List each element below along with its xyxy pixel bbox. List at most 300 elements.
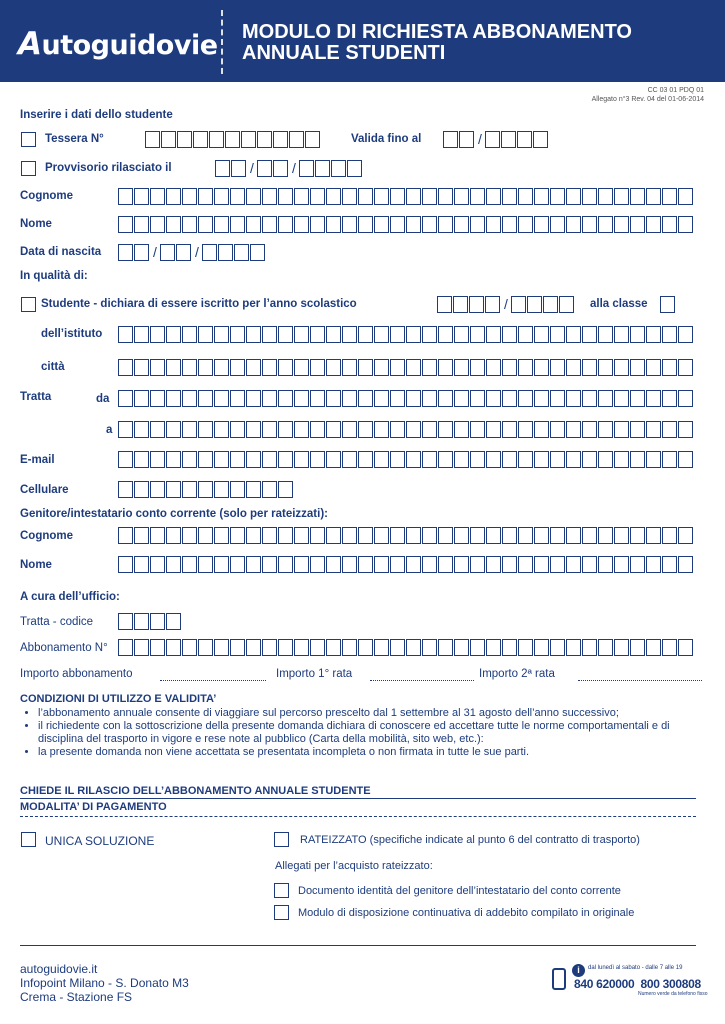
char-box[interactable] bbox=[422, 359, 437, 376]
char-box[interactable] bbox=[598, 216, 613, 233]
char-box[interactable] bbox=[134, 556, 149, 573]
char-box[interactable] bbox=[342, 527, 357, 544]
char-box[interactable] bbox=[678, 326, 693, 343]
char-box[interactable] bbox=[501, 131, 516, 148]
char-box[interactable] bbox=[278, 216, 293, 233]
char-box[interactable] bbox=[118, 421, 133, 438]
char-box[interactable] bbox=[347, 160, 362, 177]
char-box[interactable] bbox=[278, 359, 293, 376]
char-box[interactable] bbox=[118, 359, 133, 376]
char-box[interactable] bbox=[134, 527, 149, 544]
char-box[interactable] bbox=[118, 556, 133, 573]
char-box[interactable] bbox=[246, 527, 261, 544]
char-box[interactable] bbox=[278, 188, 293, 205]
char-box[interactable] bbox=[470, 421, 485, 438]
tratta-a-boxes[interactable] bbox=[118, 421, 694, 438]
char-box[interactable] bbox=[406, 359, 421, 376]
char-box[interactable] bbox=[582, 527, 597, 544]
char-box[interactable] bbox=[534, 556, 549, 573]
char-box[interactable] bbox=[422, 421, 437, 438]
char-box[interactable] bbox=[214, 421, 229, 438]
char-box[interactable] bbox=[566, 421, 581, 438]
char-box[interactable] bbox=[182, 481, 197, 498]
char-box[interactable] bbox=[294, 421, 309, 438]
char-box[interactable] bbox=[246, 326, 261, 343]
char-box[interactable] bbox=[502, 527, 517, 544]
char-box[interactable] bbox=[214, 556, 229, 573]
char-box[interactable] bbox=[678, 527, 693, 544]
char-box[interactable] bbox=[305, 131, 320, 148]
nascita-date-boxes[interactable] bbox=[118, 244, 266, 261]
char-box[interactable] bbox=[598, 639, 613, 656]
char-box[interactable] bbox=[299, 160, 314, 177]
char-box[interactable] bbox=[438, 390, 453, 407]
char-box[interactable] bbox=[230, 639, 245, 656]
char-box[interactable] bbox=[422, 216, 437, 233]
char-box[interactable] bbox=[566, 527, 581, 544]
char-box[interactable] bbox=[646, 390, 661, 407]
char-box[interactable] bbox=[214, 639, 229, 656]
char-box[interactable] bbox=[231, 160, 246, 177]
char-box[interactable] bbox=[453, 296, 468, 313]
char-box[interactable] bbox=[485, 296, 500, 313]
email-boxes[interactable] bbox=[118, 451, 694, 468]
char-box[interactable] bbox=[214, 527, 229, 544]
char-box[interactable] bbox=[678, 188, 693, 205]
char-box[interactable] bbox=[406, 527, 421, 544]
char-box[interactable] bbox=[614, 390, 629, 407]
char-box[interactable] bbox=[182, 359, 197, 376]
istituto-boxes[interactable] bbox=[118, 326, 694, 343]
char-box[interactable] bbox=[646, 451, 661, 468]
char-box[interactable] bbox=[630, 451, 645, 468]
char-box[interactable] bbox=[486, 390, 501, 407]
char-box[interactable] bbox=[646, 639, 661, 656]
char-box[interactable] bbox=[486, 556, 501, 573]
char-box[interactable] bbox=[438, 527, 453, 544]
char-box[interactable] bbox=[598, 421, 613, 438]
char-box[interactable] bbox=[278, 527, 293, 544]
importo-abbonamento-line[interactable] bbox=[160, 680, 266, 681]
char-box[interactable] bbox=[598, 188, 613, 205]
char-box[interactable] bbox=[550, 639, 565, 656]
char-box[interactable] bbox=[230, 451, 245, 468]
char-box[interactable] bbox=[214, 481, 229, 498]
char-box[interactable] bbox=[534, 390, 549, 407]
char-box[interactable] bbox=[646, 188, 661, 205]
char-box[interactable] bbox=[294, 188, 309, 205]
tessera-number-boxes[interactable] bbox=[145, 131, 321, 148]
char-box[interactable] bbox=[454, 451, 469, 468]
char-box[interactable] bbox=[166, 451, 181, 468]
char-box[interactable] bbox=[437, 296, 452, 313]
char-box[interactable] bbox=[459, 131, 474, 148]
char-box[interactable] bbox=[134, 359, 149, 376]
char-box[interactable] bbox=[502, 639, 517, 656]
char-box[interactable] bbox=[182, 556, 197, 573]
char-box[interactable] bbox=[230, 556, 245, 573]
char-box[interactable] bbox=[118, 481, 133, 498]
char-box[interactable] bbox=[662, 359, 677, 376]
char-box[interactable] bbox=[198, 326, 213, 343]
char-box[interactable] bbox=[294, 326, 309, 343]
char-box[interactable] bbox=[422, 639, 437, 656]
char-box[interactable] bbox=[134, 390, 149, 407]
char-box[interactable] bbox=[406, 216, 421, 233]
tratta-codice-boxes[interactable] bbox=[118, 613, 182, 630]
char-box[interactable] bbox=[518, 216, 533, 233]
char-box[interactable] bbox=[646, 556, 661, 573]
char-box[interactable] bbox=[246, 556, 261, 573]
char-box[interactable] bbox=[134, 481, 149, 498]
char-box[interactable] bbox=[485, 131, 500, 148]
char-box[interactable] bbox=[246, 421, 261, 438]
char-box[interactable] bbox=[166, 421, 181, 438]
char-box[interactable] bbox=[257, 160, 272, 177]
char-box[interactable] bbox=[630, 359, 645, 376]
char-box[interactable] bbox=[566, 188, 581, 205]
char-box[interactable] bbox=[550, 451, 565, 468]
char-box[interactable] bbox=[134, 188, 149, 205]
char-box[interactable] bbox=[230, 216, 245, 233]
char-box[interactable] bbox=[502, 326, 517, 343]
char-box[interactable] bbox=[262, 188, 277, 205]
char-box[interactable] bbox=[326, 639, 341, 656]
char-box[interactable] bbox=[678, 639, 693, 656]
char-box[interactable] bbox=[262, 527, 277, 544]
provvisorio-date-boxes[interactable] bbox=[215, 160, 363, 177]
char-box[interactable] bbox=[678, 216, 693, 233]
char-box[interactable] bbox=[406, 421, 421, 438]
char-box[interactable] bbox=[486, 188, 501, 205]
char-box[interactable] bbox=[310, 326, 325, 343]
char-box[interactable] bbox=[469, 296, 484, 313]
char-box[interactable] bbox=[406, 188, 421, 205]
char-box[interactable] bbox=[518, 390, 533, 407]
char-box[interactable] bbox=[326, 359, 341, 376]
char-box[interactable] bbox=[582, 639, 597, 656]
char-box[interactable] bbox=[310, 390, 325, 407]
char-box[interactable] bbox=[662, 216, 677, 233]
char-box[interactable] bbox=[550, 359, 565, 376]
char-box[interactable] bbox=[630, 326, 645, 343]
char-box[interactable] bbox=[454, 421, 469, 438]
char-box[interactable] bbox=[438, 359, 453, 376]
abbonamento-number-boxes[interactable] bbox=[118, 639, 694, 656]
char-box[interactable] bbox=[454, 326, 469, 343]
char-box[interactable] bbox=[630, 556, 645, 573]
doc-identita-checkbox[interactable] bbox=[274, 883, 289, 898]
guardian-cognome-boxes[interactable] bbox=[118, 527, 694, 544]
char-box[interactable] bbox=[150, 216, 165, 233]
char-box[interactable] bbox=[310, 216, 325, 233]
char-box[interactable] bbox=[198, 188, 213, 205]
char-box[interactable] bbox=[150, 639, 165, 656]
char-box[interactable] bbox=[118, 244, 133, 261]
char-box[interactable] bbox=[566, 639, 581, 656]
studente-checkbox[interactable] bbox=[21, 297, 36, 312]
char-box[interactable] bbox=[246, 188, 261, 205]
char-box[interactable] bbox=[166, 481, 181, 498]
char-box[interactable] bbox=[390, 527, 405, 544]
char-box[interactable] bbox=[614, 421, 629, 438]
char-box[interactable] bbox=[390, 216, 405, 233]
char-box[interactable] bbox=[358, 639, 373, 656]
char-box[interactable] bbox=[390, 639, 405, 656]
char-box[interactable] bbox=[118, 613, 133, 630]
char-box[interactable] bbox=[246, 359, 261, 376]
char-box[interactable] bbox=[390, 556, 405, 573]
char-box[interactable] bbox=[374, 390, 389, 407]
char-box[interactable] bbox=[230, 481, 245, 498]
char-box[interactable] bbox=[678, 556, 693, 573]
char-box[interactable] bbox=[150, 421, 165, 438]
char-box[interactable] bbox=[182, 639, 197, 656]
char-box[interactable] bbox=[150, 390, 165, 407]
char-box[interactable] bbox=[566, 216, 581, 233]
char-box[interactable] bbox=[182, 188, 197, 205]
char-box[interactable] bbox=[166, 359, 181, 376]
char-box[interactable] bbox=[566, 556, 581, 573]
char-box[interactable] bbox=[534, 451, 549, 468]
char-box[interactable] bbox=[646, 326, 661, 343]
char-box[interactable] bbox=[550, 326, 565, 343]
char-box[interactable] bbox=[262, 326, 277, 343]
char-box[interactable] bbox=[502, 421, 517, 438]
char-box[interactable] bbox=[534, 359, 549, 376]
char-box[interactable] bbox=[470, 326, 485, 343]
char-box[interactable] bbox=[166, 613, 181, 630]
char-box[interactable] bbox=[118, 451, 133, 468]
char-box[interactable] bbox=[134, 613, 149, 630]
char-box[interactable] bbox=[662, 639, 677, 656]
char-box[interactable] bbox=[614, 188, 629, 205]
char-box[interactable] bbox=[614, 451, 629, 468]
char-box[interactable] bbox=[294, 527, 309, 544]
char-box[interactable] bbox=[422, 527, 437, 544]
importo-rata2-line[interactable] bbox=[578, 680, 702, 681]
char-box[interactable] bbox=[662, 188, 677, 205]
char-box[interactable] bbox=[326, 188, 341, 205]
char-box[interactable] bbox=[550, 556, 565, 573]
char-box[interactable] bbox=[598, 451, 613, 468]
char-box[interactable] bbox=[134, 216, 149, 233]
char-box[interactable] bbox=[326, 527, 341, 544]
char-box[interactable] bbox=[230, 326, 245, 343]
char-box[interactable] bbox=[630, 188, 645, 205]
char-box[interactable] bbox=[502, 556, 517, 573]
char-box[interactable] bbox=[630, 527, 645, 544]
char-box[interactable] bbox=[518, 359, 533, 376]
char-box[interactable] bbox=[278, 390, 293, 407]
char-box[interactable] bbox=[470, 639, 485, 656]
char-box[interactable] bbox=[527, 296, 542, 313]
char-box[interactable] bbox=[678, 359, 693, 376]
char-box[interactable] bbox=[118, 639, 133, 656]
char-box[interactable] bbox=[614, 326, 629, 343]
char-box[interactable] bbox=[150, 481, 165, 498]
char-box[interactable] bbox=[374, 527, 389, 544]
char-box[interactable] bbox=[646, 421, 661, 438]
char-box[interactable] bbox=[214, 390, 229, 407]
char-box[interactable] bbox=[518, 556, 533, 573]
char-box[interactable] bbox=[198, 359, 213, 376]
char-box[interactable] bbox=[374, 188, 389, 205]
classe-box[interactable] bbox=[660, 296, 676, 313]
char-box[interactable] bbox=[422, 556, 437, 573]
char-box[interactable] bbox=[342, 326, 357, 343]
char-box[interactable] bbox=[454, 639, 469, 656]
char-box[interactable] bbox=[166, 639, 181, 656]
char-box[interactable] bbox=[358, 451, 373, 468]
char-box[interactable] bbox=[454, 359, 469, 376]
char-box[interactable] bbox=[454, 390, 469, 407]
char-box[interactable] bbox=[534, 527, 549, 544]
char-box[interactable] bbox=[374, 556, 389, 573]
char-box[interactable] bbox=[326, 556, 341, 573]
char-box[interactable] bbox=[241, 131, 256, 148]
char-box[interactable] bbox=[310, 188, 325, 205]
char-box[interactable] bbox=[486, 421, 501, 438]
char-box[interactable] bbox=[614, 527, 629, 544]
char-box[interactable] bbox=[406, 556, 421, 573]
char-box[interactable] bbox=[278, 451, 293, 468]
char-box[interactable] bbox=[310, 451, 325, 468]
char-box[interactable] bbox=[273, 160, 288, 177]
char-box[interactable] bbox=[326, 390, 341, 407]
char-box[interactable] bbox=[438, 639, 453, 656]
char-box[interactable] bbox=[198, 451, 213, 468]
char-box[interactable] bbox=[234, 244, 249, 261]
char-box[interactable] bbox=[390, 359, 405, 376]
char-box[interactable] bbox=[198, 390, 213, 407]
char-box[interactable] bbox=[246, 216, 261, 233]
char-box[interactable] bbox=[598, 359, 613, 376]
char-box[interactable] bbox=[134, 421, 149, 438]
char-box[interactable] bbox=[262, 451, 277, 468]
char-box[interactable] bbox=[342, 556, 357, 573]
char-box[interactable] bbox=[310, 527, 325, 544]
char-box[interactable] bbox=[374, 359, 389, 376]
char-box[interactable] bbox=[502, 188, 517, 205]
char-box[interactable] bbox=[518, 421, 533, 438]
char-box[interactable] bbox=[214, 188, 229, 205]
char-box[interactable] bbox=[160, 244, 175, 261]
char-box[interactable] bbox=[230, 188, 245, 205]
char-box[interactable] bbox=[358, 527, 373, 544]
char-box[interactable] bbox=[150, 359, 165, 376]
char-box[interactable] bbox=[310, 421, 325, 438]
cognome-boxes[interactable] bbox=[118, 188, 694, 205]
char-box[interactable] bbox=[202, 244, 217, 261]
char-box[interactable] bbox=[166, 326, 181, 343]
char-box[interactable] bbox=[486, 451, 501, 468]
char-box[interactable] bbox=[518, 527, 533, 544]
char-box[interactable] bbox=[406, 390, 421, 407]
char-box[interactable] bbox=[566, 326, 581, 343]
char-box[interactable] bbox=[582, 556, 597, 573]
char-box[interactable] bbox=[454, 556, 469, 573]
website-link[interactable]: autoguidovie.it bbox=[20, 962, 98, 976]
char-box[interactable] bbox=[150, 556, 165, 573]
rateizzato-checkbox[interactable] bbox=[274, 832, 289, 847]
char-box[interactable] bbox=[294, 390, 309, 407]
char-box[interactable] bbox=[310, 359, 325, 376]
char-box[interactable] bbox=[550, 390, 565, 407]
char-box[interactable] bbox=[566, 451, 581, 468]
char-box[interactable] bbox=[630, 639, 645, 656]
char-box[interactable] bbox=[118, 527, 133, 544]
char-box[interactable] bbox=[550, 527, 565, 544]
char-box[interactable] bbox=[294, 359, 309, 376]
char-box[interactable] bbox=[406, 451, 421, 468]
char-box[interactable] bbox=[118, 216, 133, 233]
char-box[interactable] bbox=[454, 527, 469, 544]
cellulare-boxes[interactable] bbox=[118, 481, 294, 498]
char-box[interactable] bbox=[550, 216, 565, 233]
char-box[interactable] bbox=[182, 421, 197, 438]
char-box[interactable] bbox=[678, 451, 693, 468]
char-box[interactable] bbox=[225, 131, 240, 148]
char-box[interactable] bbox=[262, 639, 277, 656]
char-box[interactable] bbox=[422, 390, 437, 407]
char-box[interactable] bbox=[486, 326, 501, 343]
char-box[interactable] bbox=[230, 527, 245, 544]
char-box[interactable] bbox=[198, 216, 213, 233]
char-box[interactable] bbox=[470, 451, 485, 468]
char-box[interactable] bbox=[502, 451, 517, 468]
char-box[interactable] bbox=[662, 421, 677, 438]
char-box[interactable] bbox=[582, 421, 597, 438]
char-box[interactable] bbox=[315, 160, 330, 177]
char-box[interactable] bbox=[518, 188, 533, 205]
char-box[interactable] bbox=[182, 326, 197, 343]
char-box[interactable] bbox=[182, 216, 197, 233]
char-box[interactable] bbox=[214, 326, 229, 343]
char-box[interactable] bbox=[518, 451, 533, 468]
char-box[interactable] bbox=[614, 359, 629, 376]
char-box[interactable] bbox=[582, 359, 597, 376]
char-box[interactable] bbox=[198, 527, 213, 544]
char-box[interactable] bbox=[176, 244, 191, 261]
char-box[interactable] bbox=[582, 216, 597, 233]
char-box[interactable] bbox=[454, 188, 469, 205]
char-box[interactable] bbox=[246, 481, 261, 498]
char-box[interactable] bbox=[246, 390, 261, 407]
char-box[interactable] bbox=[598, 556, 613, 573]
char-box[interactable] bbox=[326, 326, 341, 343]
char-box[interactable] bbox=[438, 451, 453, 468]
char-box[interactable] bbox=[150, 188, 165, 205]
char-box[interactable] bbox=[262, 359, 277, 376]
char-box[interactable] bbox=[218, 244, 233, 261]
char-box[interactable] bbox=[614, 216, 629, 233]
char-box[interactable] bbox=[198, 421, 213, 438]
char-box[interactable] bbox=[438, 216, 453, 233]
char-box[interactable] bbox=[486, 359, 501, 376]
char-box[interactable] bbox=[518, 639, 533, 656]
char-box[interactable] bbox=[422, 326, 437, 343]
char-box[interactable] bbox=[678, 390, 693, 407]
char-box[interactable] bbox=[374, 639, 389, 656]
char-box[interactable] bbox=[550, 188, 565, 205]
char-box[interactable] bbox=[358, 188, 373, 205]
char-box[interactable] bbox=[262, 216, 277, 233]
char-box[interactable] bbox=[533, 131, 548, 148]
char-box[interactable] bbox=[502, 390, 517, 407]
char-box[interactable] bbox=[118, 326, 133, 343]
char-box[interactable] bbox=[660, 296, 675, 313]
